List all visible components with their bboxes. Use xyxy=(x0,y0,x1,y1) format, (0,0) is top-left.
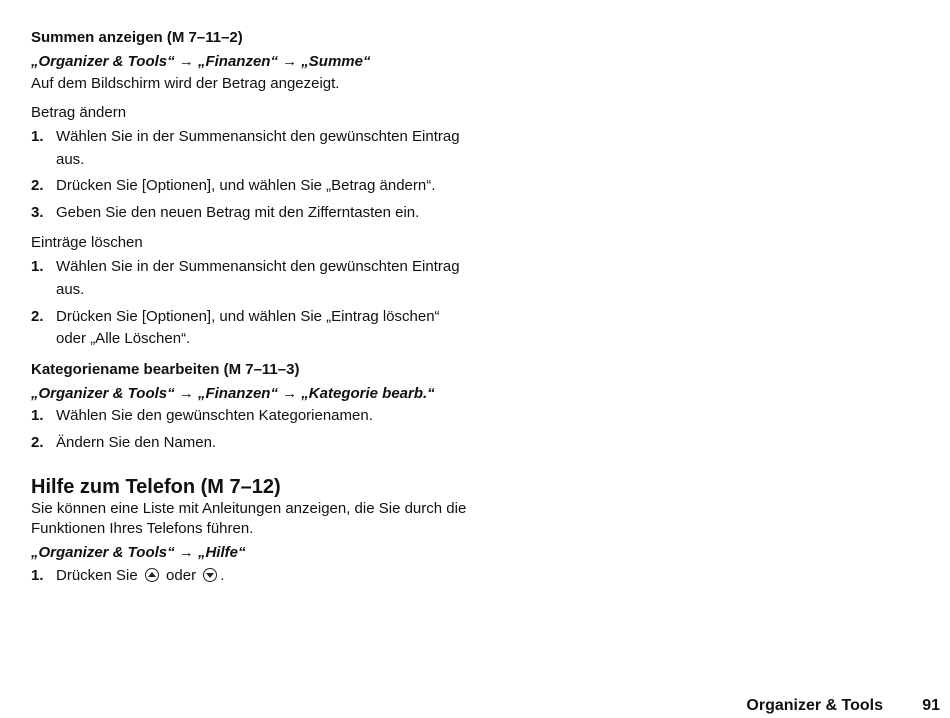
footer-section-title: Organizer & Tools xyxy=(746,697,883,714)
up-key-icon xyxy=(145,568,159,582)
step-text: Drücken Sie [Optionen], und wählen Sie „Eintrag löschen“ xyxy=(56,308,440,325)
section-title-hilfe: Hilfe zum Telefon (M 7–12) xyxy=(31,476,281,498)
step-text: Wählen Sie den gewünschten Kategorienamen. xyxy=(56,407,373,424)
step-text: aus. xyxy=(56,151,85,168)
step-text xyxy=(56,567,224,585)
step-number: 2. xyxy=(31,308,44,325)
step-text: Ändern Sie den Namen. xyxy=(56,434,217,451)
step-number: 1. xyxy=(31,567,44,584)
subsection-title: Betrag ändern xyxy=(31,104,127,121)
page-number: 91 xyxy=(922,697,940,714)
step-number: 1. xyxy=(31,407,44,424)
step-text: Geben Sie den neuen Betrag mit den Zifferntasten ein. xyxy=(56,204,420,221)
step-text: aus. xyxy=(56,281,85,298)
description: Auf dem Bildschirm wird der Betrag angezeigt. xyxy=(31,75,340,92)
down-key-icon xyxy=(203,568,217,582)
step-number: 2. xyxy=(31,177,44,194)
step-text: Wählen Sie in der Summenansicht den gewünschten Eintrag xyxy=(56,128,460,145)
description: Sie können eine Liste mit Anleitungen anzeigen, die Sie durch die xyxy=(31,500,467,517)
section-heading-kategoriename xyxy=(31,361,299,379)
subsection-title: Einträge löschen xyxy=(31,234,143,251)
step-text-part: oder xyxy=(166,567,197,584)
step-number: 2. xyxy=(31,434,44,451)
step-text-part: Drücken Sie xyxy=(56,567,138,584)
step-text: oder „Alle Löschen“. xyxy=(56,330,191,347)
step-number: 1. xyxy=(31,258,44,275)
step-number: 1. xyxy=(31,128,44,145)
step-number: 3. xyxy=(31,204,44,221)
heading-text: Summen anzeigen xyxy=(31,29,163,46)
menu-code: (M 7–11–2) xyxy=(166,29,243,46)
description: Funktionen Ihres Telefons führen. xyxy=(31,520,254,537)
step-text: Drücken Sie [Optionen], und wählen Sie „Betrag ändern“. xyxy=(56,177,436,194)
step-text: Wählen Sie in der Summenansicht den gewünschten Eintrag xyxy=(56,258,460,275)
menu-path: „Organizer & Tools“ → „Hilfe“ xyxy=(31,544,246,561)
menu-code: (M 7–11–3) xyxy=(223,361,300,378)
heading-text: Kategoriename bearbeiten xyxy=(31,361,220,378)
step-text-part: . xyxy=(220,567,225,584)
menu-path: „Organizer & Tools“ → „Finanzen“ → „Summe“ xyxy=(31,53,371,70)
section-heading-summen xyxy=(31,29,243,47)
menu-path: „Organizer & Tools“ → „Finanzen“ → „Kategorie bearb.“ xyxy=(31,385,435,402)
